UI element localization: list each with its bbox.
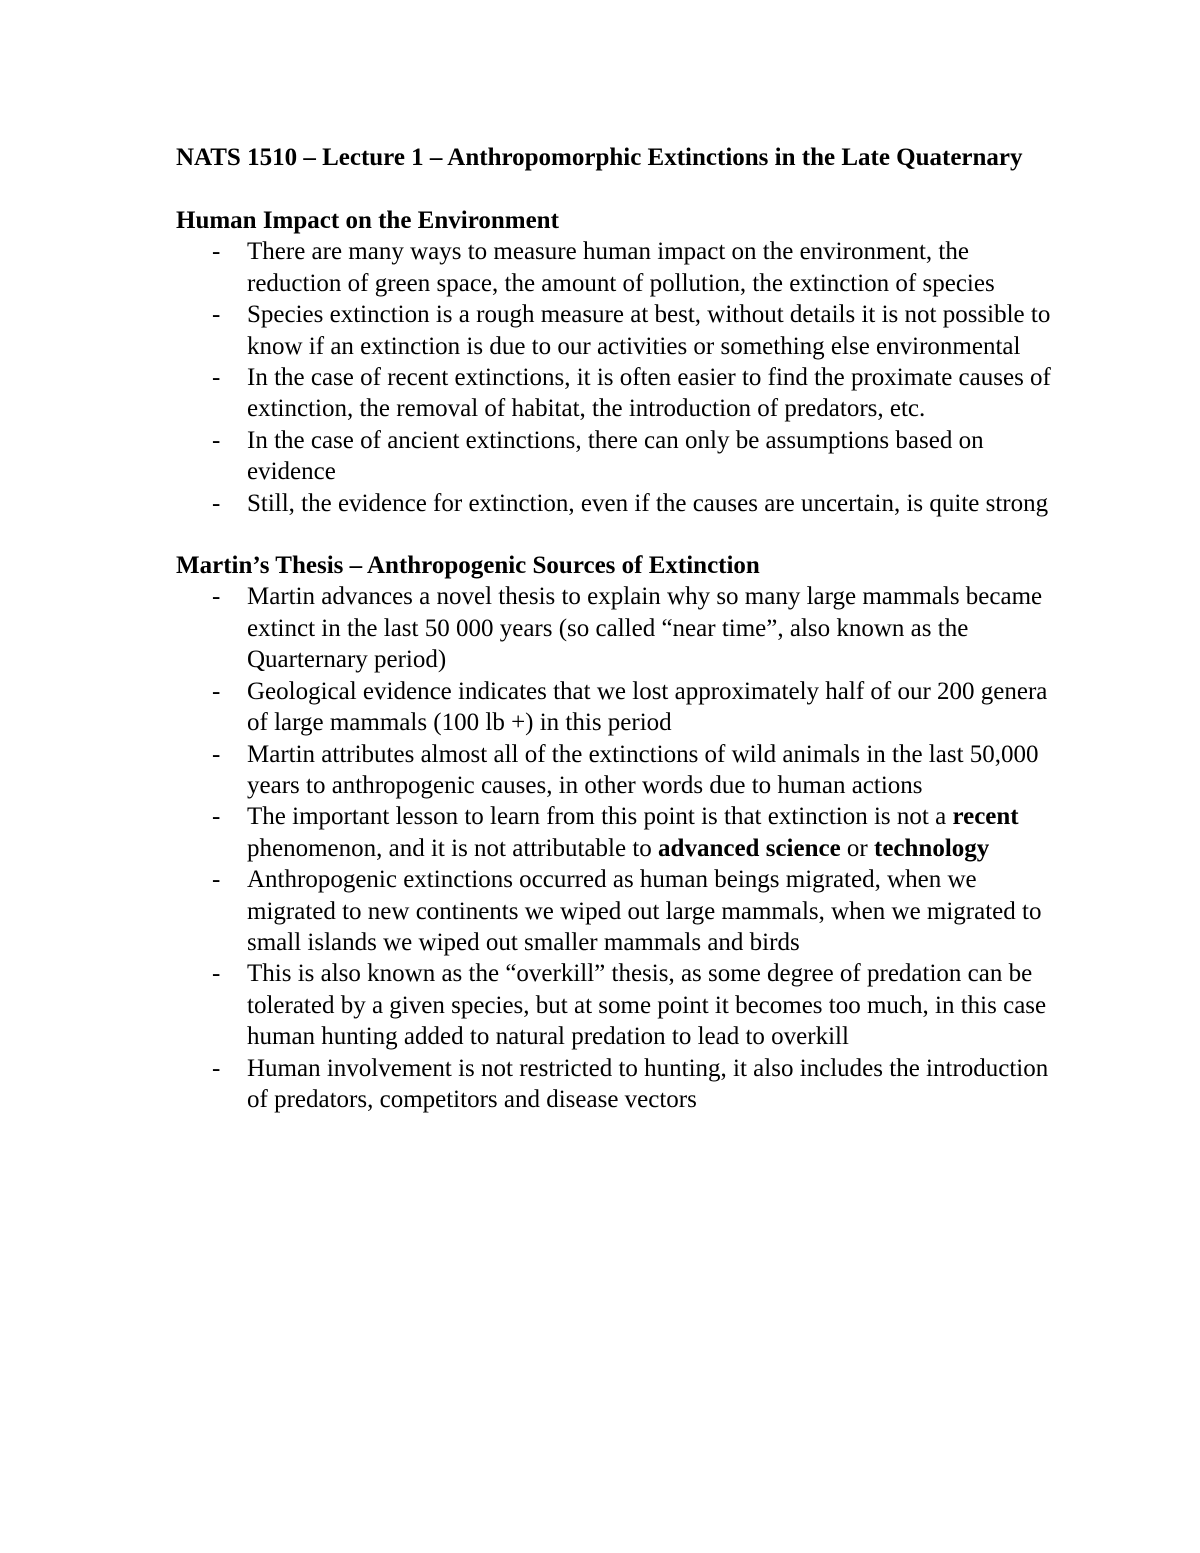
bullet-text: Geological evidence indicates that we lost approximately half of our 200 genera of large mammals (100 lb +) in this period <box>247 677 1048 737</box>
bullet-text <box>247 803 1019 861</box>
list-item <box>176 236 1056 299</box>
bold-term-advanced-science: advanced science <box>658 834 841 862</box>
bullet-text: Anthropogenic extinctions occurred as human beings migrated, when we migrated to new continents we wiped out large mammals, when we migrated to small islands we wiped out smaller mammals and birds <box>247 866 1042 956</box>
section-human-impact <box>176 205 1056 519</box>
bullet-dash: - <box>212 238 221 266</box>
bullet-dash: - <box>212 364 221 392</box>
list-item <box>176 362 1056 425</box>
list-item <box>176 425 1056 488</box>
bullet-dash: - <box>212 426 221 454</box>
list-item <box>176 488 1056 519</box>
bullet-text-part: The important lesson to learn from this point is that extinction is not a <box>247 803 953 831</box>
bullet-text: Human involvement is not restricted to hunting, it also includes the introduction of predators, competitors and disease vectors <box>247 1054 1049 1113</box>
list-item <box>176 864 1056 958</box>
bullet-dash: - <box>212 301 221 329</box>
list-item <box>176 801 1056 864</box>
bullet-text: This is also known as the “overkill” thesis, as some degree of predation can be tolerated by a given species, but at some point it becomes too much, in this case human hunting added to natural predation to lead to overkill <box>247 960 1047 1051</box>
bullet-dash: - <box>212 803 221 831</box>
section-martins-thesis <box>176 550 1056 1115</box>
list-item <box>176 739 1056 802</box>
document-page <box>176 142 1056 1115</box>
bullet-text: In the case of recent extinctions, it is often easier to find the proximate causes of extinction, the removal of habitat, the introduction of predators, etc. <box>247 364 1051 423</box>
bold-term-technology: technology <box>874 834 990 862</box>
bullet-dash: - <box>212 583 221 611</box>
bullet-text-part: or <box>840 834 874 862</box>
bullet-text: Still, the evidence for extinction, even if the causes are uncertain, is quite strong <box>247 489 1049 517</box>
list-item <box>176 676 1056 739</box>
list-item <box>176 1053 1056 1116</box>
bullet-text: Martin advances a novel thesis to explain why so many large mammals became extinct in the last 50 000 years (so called “near time”, also known as the Quarternary period) <box>247 583 1043 674</box>
bullet-list <box>176 236 1056 519</box>
list-item <box>176 299 1056 362</box>
bullet-dash: - <box>212 866 221 894</box>
bullet-text: There are many ways to measure human impact on the environment, the reduction of green space, the amount of pollution, the extinction of species <box>247 238 995 297</box>
bullet-text: Martin attributes almost all of the extinctions of wild animals in the last 50,000 years to anthropogenic causes, in other words due to human actions <box>247 740 1039 799</box>
bullet-dash: - <box>212 489 221 517</box>
bullet-text-part: phenomenon, and it is not attributable to <box>247 834 659 862</box>
bullet-dash: - <box>212 1054 221 1082</box>
document-title: NATS 1510 – Lecture 1 – Anthropomorphic Extinctions in the Late Quaternary <box>176 144 1023 171</box>
section-heading: Martin’s Thesis – Anthropogenic Sources of Extinction <box>176 552 760 580</box>
bullet-list <box>176 581 1056 1115</box>
bullet-text: In the case of ancient extinctions, there can only be assumptions based on evidence <box>247 426 984 486</box>
bullet-text: Species extinction is a rough measure at best, without details it is not possible to know if an extinction is due to our activities or something else environmental <box>247 301 1051 360</box>
list-item <box>176 958 1056 1052</box>
list-item <box>176 581 1056 675</box>
bullet-dash: - <box>212 960 221 988</box>
bold-term-recent: recent <box>952 803 1019 831</box>
section-heading: Human Impact on the Environment <box>176 207 559 234</box>
bullet-dash: - <box>212 677 221 705</box>
bullet-dash: - <box>212 740 221 768</box>
